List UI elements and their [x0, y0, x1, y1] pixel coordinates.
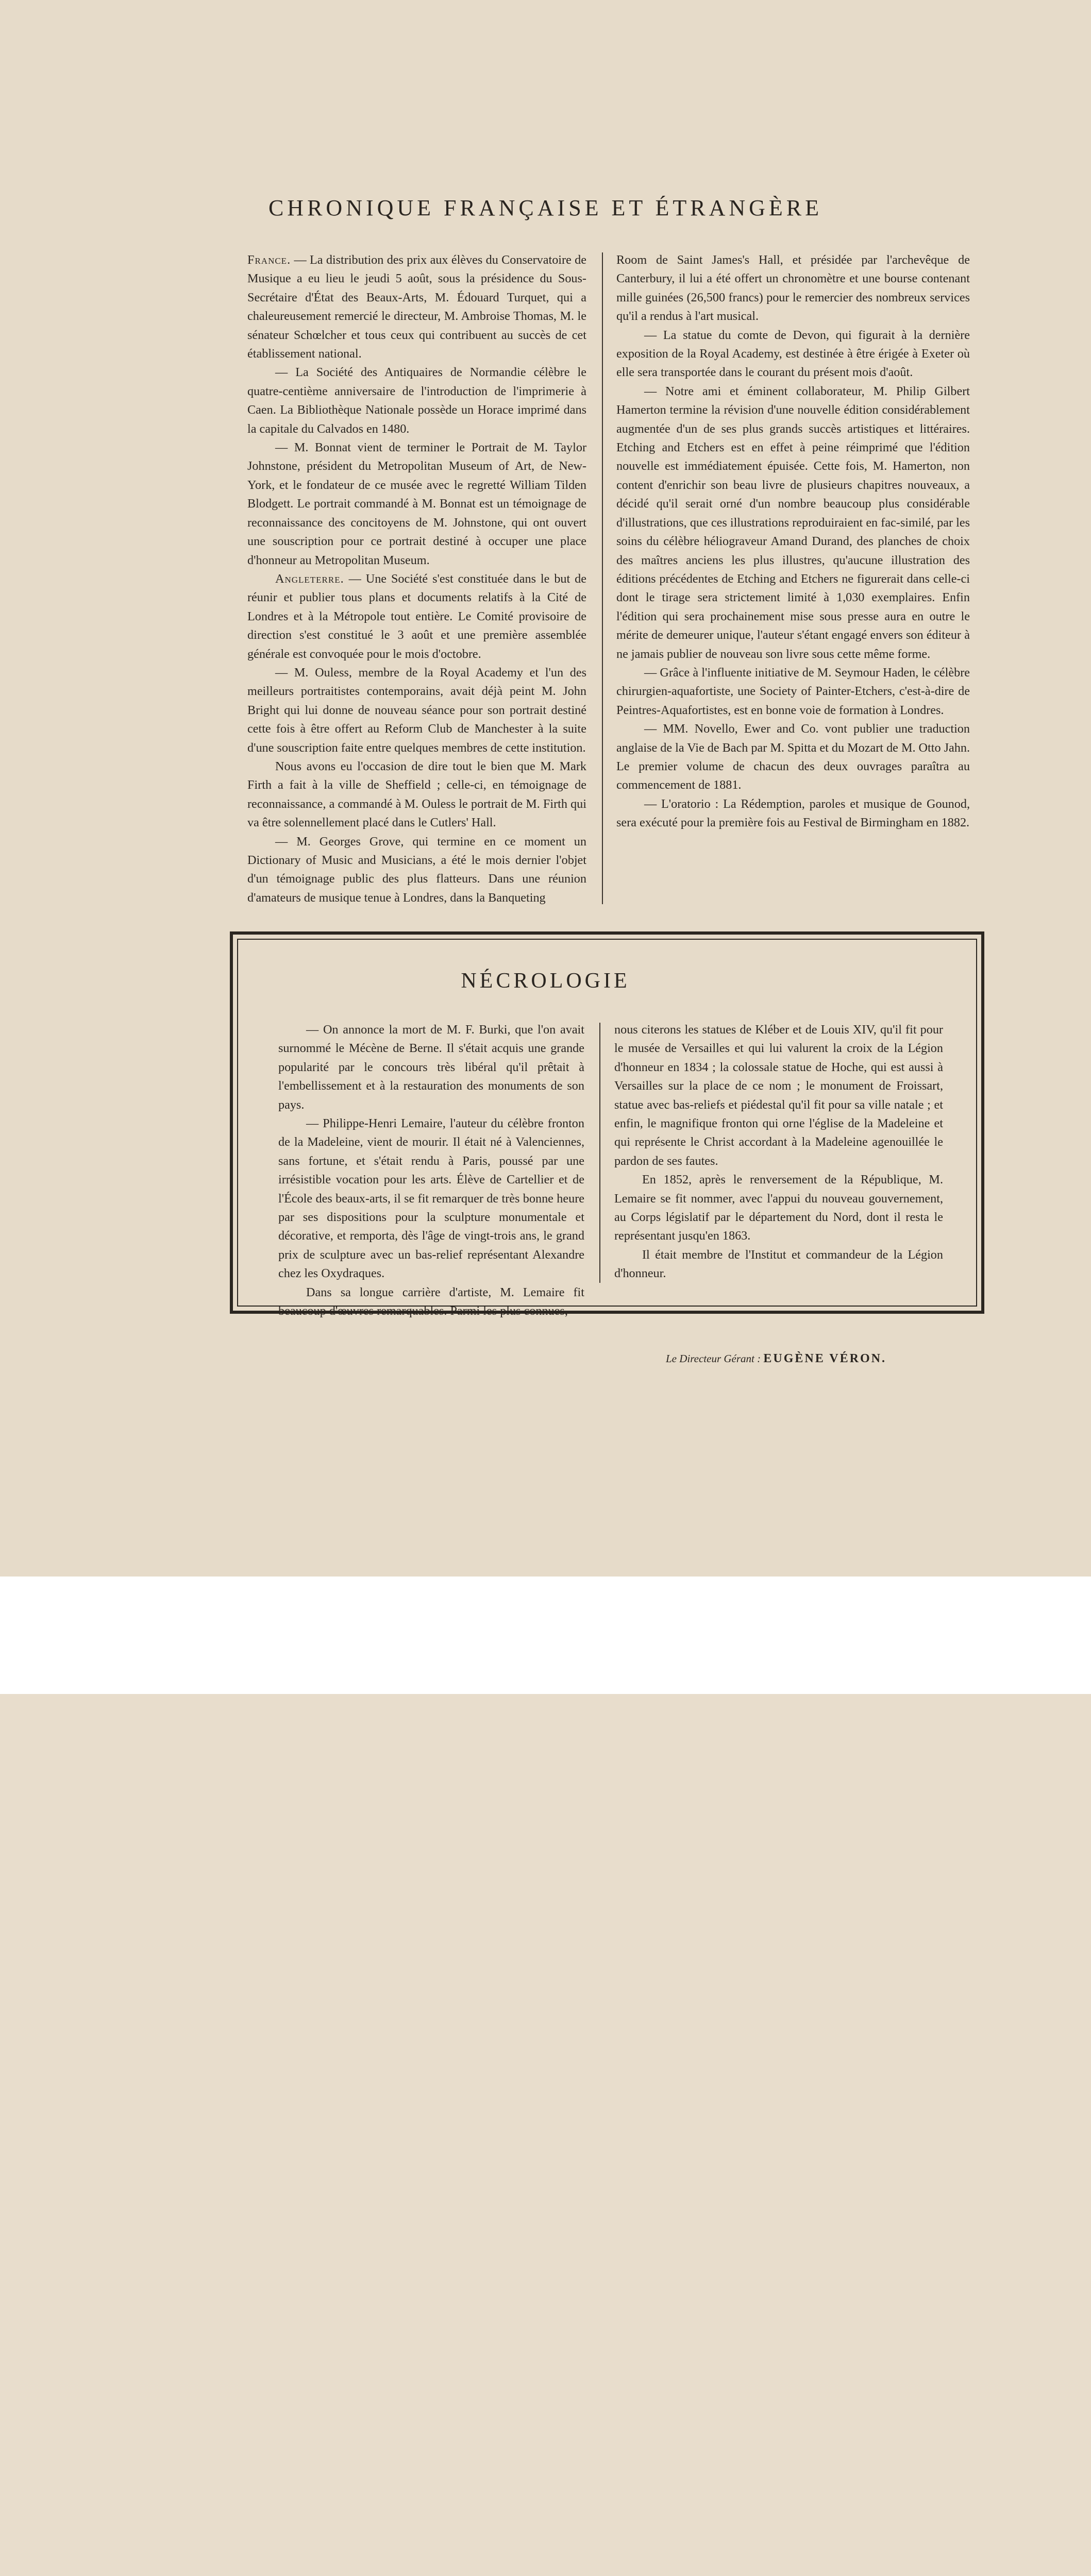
digitization-footer: [0, 1577, 1091, 1694]
column-divider: [602, 252, 603, 904]
chronique-right-column: [616, 251, 970, 833]
necrologie-right-column: [614, 1021, 943, 1283]
paragraph: En 1852, après le renversement de la République, M. Lemaire se fit nommer, avec l'appui du nouveau gouvernement, au Corps législatif par le département du Nord, dont il resta le représentant jusqu'en 1863.: [614, 1173, 943, 1243]
necrologie-left-column: [278, 1021, 584, 1321]
paragraph: — MM. Novello, Ewer and Co. vont publier une traduction anglaise de la Vie de Bach par M. Spitta et du Mozart de M. Otto Jahn. Le premier volume de chacun des deux ouvrages paraîtra au commencement de 1881.: [616, 722, 970, 792]
signature-label: Le Directeur Gérant :: [666, 1352, 761, 1365]
paragraph: — Philippe-Henri Lemaire, l'auteur du célèbre fronton de la Madeleine, vient de mourir. Il était né à Valenciennes, sans fortune, et s'était rendu à Paris, poussé par une irrésistible vocation pour les arts. Élève de Cartellier et de l'École des beaux-arts, il se fit remarquer de très bonne heure par ses dispositions pour la sculpture monumentale et décorative, et remporta, dès l'âge de vingt-trois ans, le grand prix de sculpture avec un bas-relief représentant Alexandre chez les Oxydraques.: [278, 1116, 584, 1281]
paragraph: — L'oratorio : La Rédemption, paroles et musique de Gounod, sera exécuté pour la première fois au Festival de Birmingham en 1882.: [616, 796, 970, 830]
paragraph: — La Société des Antiquaires de Normandie célèbre le quatre-centième anniversaire de l'introduction de l'imprimerie à Caen. La Bibliothèque Nationale possède un Horace imprimé dans la capitale du Calvados en 1480.: [247, 365, 586, 436]
chronique-title: CHRONIQUE FRANÇAISE ET ÉTRANGÈRE: [268, 195, 823, 221]
signature-name: EUGÈNE VÉRON.: [763, 1352, 886, 1365]
chronique-left-column: [247, 251, 586, 907]
paragraph: — La statue du comte de Devon, qui figurait à la dernière exposition de la Royal Academy, est destinée à être érigée à Exeter où elle sera transportée dans le courant du présent mois d'août.: [616, 328, 970, 380]
paragraph: Dans sa longue carrière d'artiste, M. Lemaire fit beaucoup d'œuvres remarquables. Parmi les plus connues,: [278, 1285, 584, 1318]
paragraph: Il était membre de l'Institut et commandeur de la Légion d'honneur.: [614, 1247, 943, 1281]
column-divider: [599, 1023, 600, 1283]
paragraph: — M. Georges Grove, qui termine en ce moment un Dictionary of Music and Musicians, a été le mois dernier l'objet d'un témoignage public des plus flatteurs. Dans une réunion d'amateurs de musique tenue à Londres, dans la Banqueting: [247, 834, 586, 905]
paragraph: — Grâce à l'influente initiative de M. Seymour Haden, le célèbre chirurgien-aquafortiste, une Society of Painter-Etchers, c'est-à-dire de Peintres-Aquafortistes, est en bonne voie de formation à Londres.: [616, 665, 970, 717]
section-lead: Angleterre.: [275, 571, 344, 586]
paragraph: — On annonce la mort de M. F. Burki, que l'on avait surnommé le Mécène de Berne. Il s'était acquis une grande popularité par le concours très libéral qu'il prêtait à l'embellissement et à la restauration des monuments de son pays.: [278, 1023, 584, 1112]
paragraph: — M. Ouless, membre de la Royal Academy et l'un des meilleurs portraitistes contemporains, avait déjà peint M. John Bright qui lui donne de nouveau séance pour son portrait destiné cette fois à être offert au Reform Club de Manchester à la suite d'une souscription faite entre quelques membres de cette institution.: [247, 665, 586, 755]
director-signature: [666, 1352, 886, 1366]
necrologie-title: NÉCROLOGIE: [461, 969, 630, 993]
paragraph: France. — La distribution des prix aux élèves du Conservatoire de Musique a eu lieu le jeudi 5 août, sous la présidence du Sous-Secrétaire d'État des Beaux-Arts, M. Édouard Turquet, qui a chaleureusement remercié le directeur, M. Ambroise Thomas, M. le sénateur Schœlcher et tous ceux qui contribuent au succès de cet établissement national.: [247, 253, 586, 361]
paragraph: Nous avons eu l'occasion de dire tout le bien que M. Mark Firth a fait à la ville de Sheffield ; celle-ci, en témoignage de reconnaissance, a commandé à M. Ouless le portrait de M. Firth qui va être solennellement placé dans le Cutlers' Hall.: [247, 759, 586, 830]
paragraph: Angleterre. — Une Société s'est constituée dans le but de réunir et publier tous plans et documents relatifs à la Cité de Londres et à la Métropole tout entière. Le Comité provisoire de direction s'est constitué le 3 août et une première assemblée générale est convoquée pour le mois d'octobre.: [247, 571, 586, 661]
paragraph: Room de Saint James's Hall, et présidée par l'archevêque de Canterbury, il lui a été offert un chronomètre et une bourse contenant mille guinées (26,500 francs) pour le remercier des nombreux services qu'il a rendus à l'art musical.: [616, 253, 970, 324]
paragraph: — Notre ami et éminent collaborateur, M. Philip Gilbert Hamerton termine la révision d'une nouvelle édition considérablement augmentée d'un de ses plus grands succès artistiques et littéraires. Etching and Etchers est en effet à peine réimprimé que l'édition nouvelle est immédiatement épuisée. Cette fois, M. Hamerton, non content d'enrichir son beau livre de plusieurs chapitres nouveaux, a décidé qu'il serait orné d'un nombre beaucoup plus considérable d'illustrations, que ces illustrations reproduiraient en fac-similé, par les soins du célèbre héliograveur Amand Durand, des planches de choix des maîtres anciens les plus illustres, qu'aucune illustration des éditions précédentes de Etching and Etchers ne figurerait dans celle-ci dont le tirage sera strictement limité à 1,030 exemplaires. Enfin l'édition qui sera prochainement mise sous presse aura en outre le mérite de demeurer unique, l'auteur s'étant engagé envers son éditeur à ne jamais publier de nouveau son livre sous cette même forme.: [616, 384, 970, 661]
paragraph: — M. Bonnat vient de terminer le Portrait de M. Taylor Johnstone, président du Metropolitan Museum of Art, de New-York, et le fondateur de ce musée avec le regretté William Tilden Blodgett. Le portrait commandé à M. Bonnat est un témoignage de reconnaissance des concitoyens de M. Johnstone, qui ont ouvert une souscription pour ce portrait destiné à occuper une place d'honneur au Metropolitan Museum.: [247, 440, 586, 567]
paragraph: nous citerons les statues de Kléber et de Louis XIV, qu'il fit pour le musée de Versailles et qui lui valurent la croix de la Légion d'honneur en 1834 ; la colossale statue de Hoche, qui est aussi à Versailles sur la place de ce nom ; le monument de Froissart, statue avec bas-reliefs et piédestal qu'il fit pour sa ville natale ; et enfin, le magnifique fronton qui orne l'église de la Madeleine et qui représente le Christ accordant à la Madeleine agenouillée le pardon de ses fautes.: [614, 1023, 943, 1168]
section-lead: France.: [247, 253, 291, 267]
